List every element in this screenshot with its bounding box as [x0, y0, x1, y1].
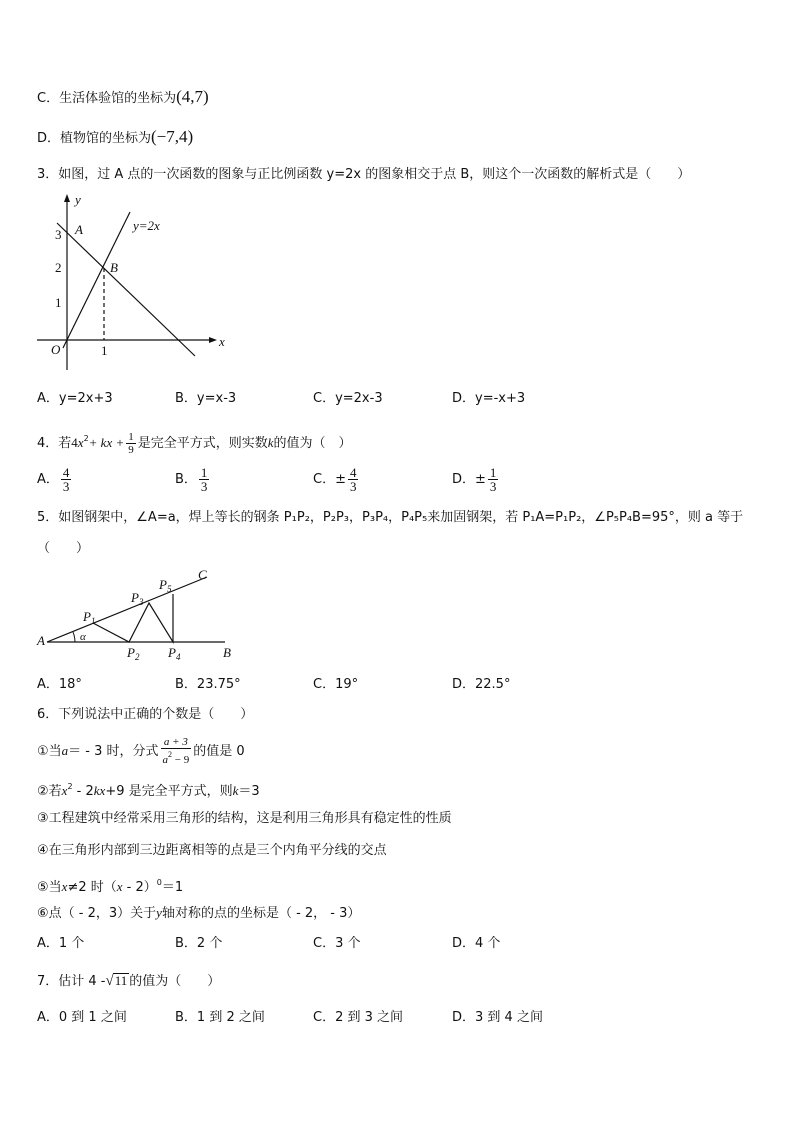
q6-s1-prefix: ①当 — [37, 744, 62, 759]
q4-option-c-num: 4 — [349, 464, 357, 480]
q5-label-a: A — [37, 633, 45, 648]
q6-s2-rest2: +9 是完全平方式，则 — [105, 784, 233, 799]
q7-option-d: D．3 到 4 之间 — [452, 1010, 543, 1025]
q4-stem — [37, 424, 352, 459]
q5-p1-letter: P — [83, 609, 91, 624]
q5-p4-sub: 4 — [175, 652, 181, 662]
q4-option-b-num: 1 — [200, 464, 208, 480]
q6-s6-prefix: ⑥点（ - 2，3）关于 — [37, 906, 157, 921]
q6-statement-6 — [37, 904, 360, 923]
q6-option-b: B．2 个 — [175, 936, 223, 951]
q4-option-d-num: 1 — [489, 464, 497, 480]
q6-statement-2: ②若$x^2 - 2kx+9$ 是完全平方式，则k＝3 — [37, 782, 260, 799]
q6-s5-mid: ≠2 时（ — [67, 880, 117, 895]
q3-line-ab — [57, 223, 195, 356]
q4-x: x — [77, 435, 84, 450]
q4-prefix: 4．若 — [37, 436, 72, 451]
q4-suffix: 是完全平方式，则实数 — [137, 436, 268, 451]
q4-exp: 2 — [83, 434, 89, 443]
q5-figure — [35, 565, 245, 665]
q3-option-a: A．y=2x+3 — [37, 391, 113, 406]
q4-option-d-label: D． — [452, 472, 476, 487]
q6-statement-3: ③工程建筑中经常采用三角形的结构，这是利用三角形具有稳定性的性质 — [37, 811, 452, 826]
q6-s5-exp: 0 — [156, 878, 162, 887]
q3-option-c: C．y=2x-3 — [313, 391, 383, 406]
q5-p4-letter: P — [168, 645, 176, 660]
q6-s2-kx: kx — [93, 783, 106, 798]
q7-prefix: 7．估计 4 - — [37, 974, 106, 989]
q5-option-d: D．22.5° — [452, 677, 511, 692]
q4-option-d-frac — [488, 466, 499, 494]
q6-s5-x2: x — [116, 879, 123, 894]
q6-option-d: D．4 个 — [452, 936, 501, 951]
q6-statement-1 — [37, 736, 245, 767]
q7-option-b: B．1 到 2 之间 — [175, 1010, 265, 1025]
q5-option-c: C．19° — [313, 677, 359, 692]
q6-s5-prefix: ⑤当 — [37, 880, 62, 895]
q4-option-c-den: 3 — [349, 478, 357, 494]
q5-p3-sub: 3 — [138, 597, 144, 607]
q3-y-arrow — [64, 194, 70, 202]
q6-option-c: C．3 个 — [313, 936, 361, 951]
q4-k: k — [267, 435, 274, 450]
q6-stem: 6．下列说法中正确的个数是（ ） — [37, 707, 254, 722]
q3-x-arrow — [209, 337, 217, 343]
q6-s1-var: a — [61, 743, 69, 758]
q4-option-c — [313, 464, 360, 496]
q6-option-a: A．1 个 — [37, 936, 85, 951]
q4-suffix2: 的值为（ ） — [273, 436, 352, 451]
q2-option-d — [37, 128, 193, 148]
q5-stem-line1: 5．如图钢架中，∠A=a，焊上等长的钢条 P₁P₂，P₂P₃，P₃P₄，P₄P₅来加固钢架，若 P₁A=P₁P₂，∠P₅P₄B=95°，则 a 等于 — [37, 510, 744, 525]
q2-option-d-text: D．植物馆的坐标为 — [37, 131, 152, 146]
q4-option-d-den: 3 — [489, 478, 497, 494]
q3-tick-y2: 2 — [55, 260, 62, 275]
q5-p2-sub: 2 — [134, 652, 140, 662]
q5-option-a: A．18° — [37, 677, 82, 692]
q4-option-b — [175, 464, 211, 496]
q4-frac-den: 9 — [128, 443, 134, 456]
q3-label-origin: O — [51, 342, 61, 357]
q5-label-p1 — [82, 609, 95, 626]
q3-stem: 3．如图，过 A 点的一次函数的图象与正比例函数 y=2x 的图象相交于点 B，则这个一次函数的解析式是（ ） — [37, 167, 691, 182]
q3-label-b: B — [110, 260, 118, 275]
q5-p1-sub: 1 — [90, 616, 96, 626]
radical-sign-icon: √ — [105, 973, 114, 989]
q2-option-d-coord: (−7,4) — [151, 127, 194, 146]
q7-radicand: 11 — [114, 973, 128, 988]
q4-frac-num: 1 — [128, 430, 134, 443]
q5-p3-letter: P — [131, 590, 139, 605]
q6-s2-prefix: ②若 — [37, 784, 62, 799]
q5-p5-sub: 5 — [166, 584, 172, 594]
q4-coef: 4 — [71, 435, 78, 450]
q3-label-x-axis: x — [219, 334, 225, 349]
q6-s2-x: x — [61, 783, 68, 798]
q6-s5-x: x — [61, 879, 68, 894]
q4-option-c-sign: ± — [335, 472, 346, 487]
q3-label-y-axis: y — [75, 192, 81, 207]
q6-s1-den-rest: − 9 — [172, 754, 190, 766]
q5-label-p5 — [158, 577, 172, 594]
q3-line-y2x — [63, 212, 130, 348]
q5-label-b: B — [223, 645, 231, 660]
q5-p2-letter: P — [127, 645, 135, 660]
q6-s6-rest: 轴对称的点的坐标是（ - 2， - 3） — [161, 906, 361, 921]
q3-option-d: D．y=-x+3 — [452, 391, 526, 406]
q4-option-b-frac — [199, 466, 210, 494]
q3-option-b: B．y=x-3 — [175, 391, 237, 406]
q4-fraction — [126, 432, 136, 456]
q4-option-a-label: A． — [37, 472, 59, 487]
q6-s1-den-a: a — [162, 754, 169, 766]
q4-option-b-den: 3 — [200, 478, 208, 494]
q4-option-b-label: B． — [175, 472, 197, 487]
q4-option-a-num: 4 — [62, 464, 70, 480]
q5-label-alpha: α — [80, 631, 86, 643]
q2-option-c — [37, 88, 209, 108]
q6-s6-y: y — [156, 905, 162, 920]
q4-option-d-sign: ± — [475, 472, 486, 487]
q5-label-c: C — [198, 567, 207, 582]
q6-s5-end: ＝1 — [161, 880, 184, 895]
q7-stem — [37, 972, 220, 991]
q4-option-c-label: C． — [313, 472, 336, 487]
q5-angle-arc — [73, 632, 75, 642]
q5-stem-line2: （ ） — [37, 541, 90, 556]
q6-s1-mid: ＝ - 3 时，分式 — [68, 744, 159, 759]
q4-option-d — [452, 464, 500, 496]
q6-s1-suffix: 的值是 0 — [193, 744, 245, 759]
q7-option-a: A．0 到 1 之间 — [37, 1010, 127, 1025]
q4-option-a-frac — [61, 466, 72, 494]
q4-option-a — [37, 464, 73, 496]
q3-tick-x1: 1 — [101, 343, 108, 358]
q6-statement-4: ④在三角形内部到三边距离相等的点是三个内角平分线的交点 — [37, 843, 387, 858]
q5-p5-letter: P — [159, 577, 167, 592]
q6-s2-rest3: ＝3 — [238, 784, 260, 799]
q5-label-p4 — [167, 645, 181, 662]
q4-plus-kx: + kx + — [88, 435, 125, 450]
q6-s2-k: k — [232, 783, 239, 798]
q5-segment-ac — [47, 577, 207, 642]
q6-s2-rest1: - 2 — [72, 784, 94, 799]
q3-label-a: A — [75, 222, 83, 237]
q7-suffix: 的值为（ ） — [129, 974, 221, 989]
q2-option-c-text: C．生活体验馆的坐标为 — [37, 91, 177, 106]
q3-label-y2x: y=2x — [133, 218, 160, 233]
q3-tick-y1: 1 — [55, 295, 62, 310]
q7-option-c: C．2 到 3 之间 — [313, 1010, 404, 1025]
q6-s1-num: a + 3 — [161, 737, 192, 749]
q6-statement-5 — [37, 874, 183, 897]
q5-label-p2 — [126, 645, 140, 662]
q3-tick-y3: 3 — [55, 227, 62, 242]
q2-option-c-coord: (4,7) — [176, 87, 209, 106]
q4-option-c-frac — [348, 466, 359, 494]
q3-figure — [35, 190, 235, 380]
q6-s1-fraction: $\frac{a + 3}{a^2 - 9}$ — [162, 736, 190, 766]
q4-option-a-den: 3 — [62, 478, 70, 494]
q5-label-p3 — [130, 590, 144, 607]
q5-option-b: B．23.75° — [175, 677, 241, 692]
q6-s5-rest: - 2） — [122, 880, 157, 895]
